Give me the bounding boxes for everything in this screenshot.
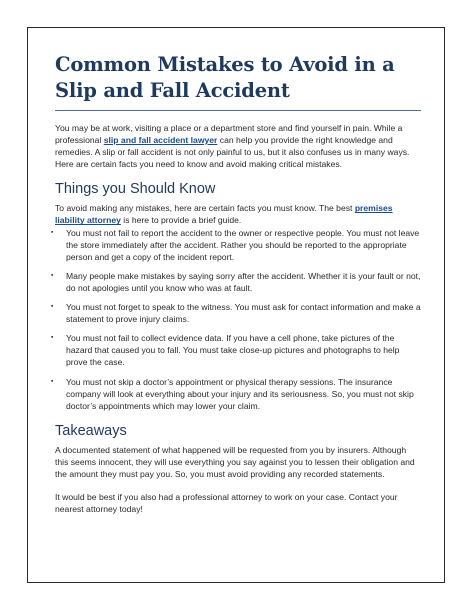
list-item-text: Many people make mistakes by saying sorry after the accident. Whether it is your fault or not, do not apologies until you know who was at fault. [66, 270, 421, 293]
bullet-icon: ▪ [51, 334, 54, 342]
section-heading-things-to-know: Things you Should Know [55, 181, 216, 198]
bullet-icon: ▪ [51, 377, 54, 385]
lead-text-post: is here to provide a brief guide. [120, 215, 242, 226]
bullet-icon: ▪ [51, 228, 54, 236]
list-item [51, 376, 421, 412]
list-item [51, 301, 421, 325]
bullet-icon: ▪ [51, 303, 54, 311]
document-title: Common Mistakes to Avoid in a Slip and Fall Accident [55, 52, 421, 111]
takeaways-paragraph-2: It would be best if you also had a professional attorney to work on your case. Contact your nearest attorney today! [55, 492, 398, 515]
document-content [51, 52, 421, 515]
section-heading-takeaways: Takeaways [55, 422, 127, 439]
slip-and-fall-lawyer-link[interactable]: slip and fall accident lawyer [103, 135, 218, 146]
takeaways-paragraph-1: A documented statement of what happened will be requested from you by insurers. Although this seems innocent, they will use everything you say against you to lessen their obligation and the amount they must pay you. So, you must avoid providing any recorded statements. [55, 444, 415, 479]
lead-text-pre: To avoid making any mistakes, here are certain facts you must know. The best [55, 203, 355, 214]
list-item [51, 270, 421, 294]
list-item-text: You must not fail to report the accident to the owner or respective people. You must not leave the store immediately after the accident. Rather you should be reported to the appropriate person and get a copy of the incident report. [66, 227, 420, 262]
list-item [51, 227, 421, 263]
intro-text-pre: You may be at work, visiting a place or a department store and find yourself in pain. While a professional [55, 123, 403, 146]
section1-lead-paragraph [55, 202, 421, 226]
list-item-text: You must not forget to speak to the witness. You must ask for contact information and make a statement to prove injury claims. [66, 302, 421, 325]
intro-paragraph [55, 122, 421, 170]
premises-liability-attorney-link[interactable]: premises liability attorney [55, 203, 393, 226]
list-item [51, 332, 421, 368]
bullet-icon: ▪ [51, 271, 54, 279]
list-item-text: You must not fail to collect evidence data. If you have a cell phone, take pictures of the hazard that caused you to fall. You must take close-up pictures and photographs to help prove the case. [66, 333, 400, 368]
intro-text-post: can help you provide the right knowledge and remedies. A slip or fall accident is not only painful to us, but it also confuses us in many ways. Here are certain facts you need to know and avoid making critical mistakes. [55, 135, 410, 170]
mistakes-list [51, 227, 421, 412]
list-item-text: You must not skip a doctor’s appointment or physical therapy sessions. The insurance company will look at everything about your injury and its seriousness. So, you must not skip doctor’s appointments which may lower your claim. [66, 376, 414, 411]
